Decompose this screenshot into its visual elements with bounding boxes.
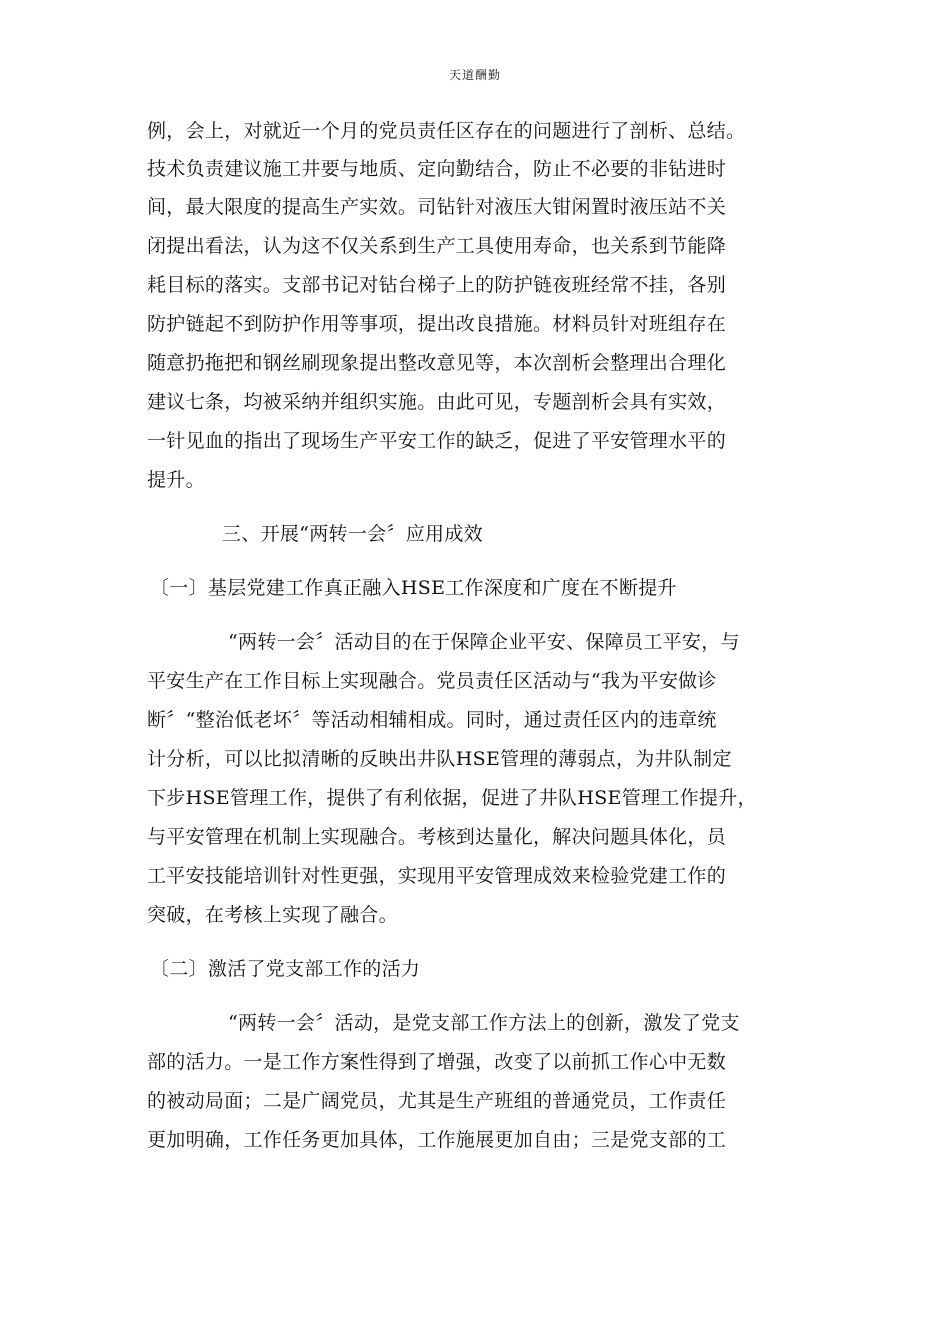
- body-text-line: 耗目标的落实。支部书记对钻台梯子上的防护链夜班经常不挂，各别: [147, 274, 727, 296]
- body-text-line: 的被动局面；二是广阔党员，尤其是生产班组的普通党员，工作责任: [147, 1090, 727, 1112]
- body-text-line: 与平安管理在机制上实现融合。考核到达量化，解决问题具体化，员: [147, 826, 727, 848]
- body-text-line: 计分析，可以比拟清晰的反映出井队HSE管理的薄弱点，为井队制定: [147, 748, 732, 770]
- body-text-line: 平安生产在工作目标上实现融合。党员责任区活动与“我为平安做诊: [147, 670, 717, 692]
- subsection-heading: 〔二〕激活了党支部工作的活力: [150, 958, 421, 980]
- section-heading: 三、开展“两转一会〞应用成效: [222, 523, 483, 545]
- body-text-line: 一针见血的指出了现场生产平安工作的缺乏，促进了平安管理水平的: [147, 430, 727, 452]
- body-text-line: 闭提出看法，认为这不仅关系到生产工具使用寿命，也关系到节能降: [147, 235, 727, 257]
- body-text-line: 断〞“整治低老坏〞等活动相辅相成。同时，通过责任区内的违章统: [147, 709, 717, 731]
- subsection-heading: 〔一〕基层党建工作真正融入HSE工作深度和广度在不断提升: [150, 577, 677, 599]
- body-text-line: 突破，在考核上实现了融合。: [147, 904, 398, 926]
- body-text-line: 间，最大限度的提高生产实效。司钻针对液压大钳闲置时液压站不关: [147, 196, 727, 218]
- body-text-line: “两转一会〞活动目的在于保障企业平安、保障员工平安，与: [228, 631, 740, 653]
- body-text-line: 更加明确，工作任务更加具体，工作施展更加自由；三是党支部的工: [147, 1129, 727, 1151]
- body-text-line: 防护链起不到防护作用等事项，提出改良措施。材料员针对班组存在: [147, 313, 727, 335]
- body-text-line: 下步HSE管理工作，提供了有利依据，促进了井队HSE管理工作提升，: [147, 787, 757, 809]
- body-text-line: 例，会上，对就近一个月的党员责任区存在的问题进行了剖析、总结。: [147, 120, 746, 142]
- body-text-line: “两转一会〞活动，是党支部工作方法上的创新，激发了党支: [228, 1012, 740, 1034]
- body-text-line: 技术负责建议施工井要与地质、定向勤结合，防止不必要的非钻进时: [147, 158, 727, 180]
- body-text-line: 建议七条，均被采纳并组织实施。由此可见，专题剖析会具有实效，: [147, 391, 727, 413]
- body-text-line: 提升。: [147, 469, 205, 491]
- body-text-line: 部的活力。一是工作方案性得到了增强，改变了以前抓工作心中无数: [147, 1051, 727, 1073]
- body-text-line: 工平安技能培训针对性更强，实现用平安管理成效来检验党建工作的: [147, 865, 727, 887]
- page-header: 天道酬勤: [448, 68, 501, 82]
- body-text-line: 随意扔拖把和钢丝刷现象提出整改意见等，本次剖析会整理出合理化: [147, 352, 727, 374]
